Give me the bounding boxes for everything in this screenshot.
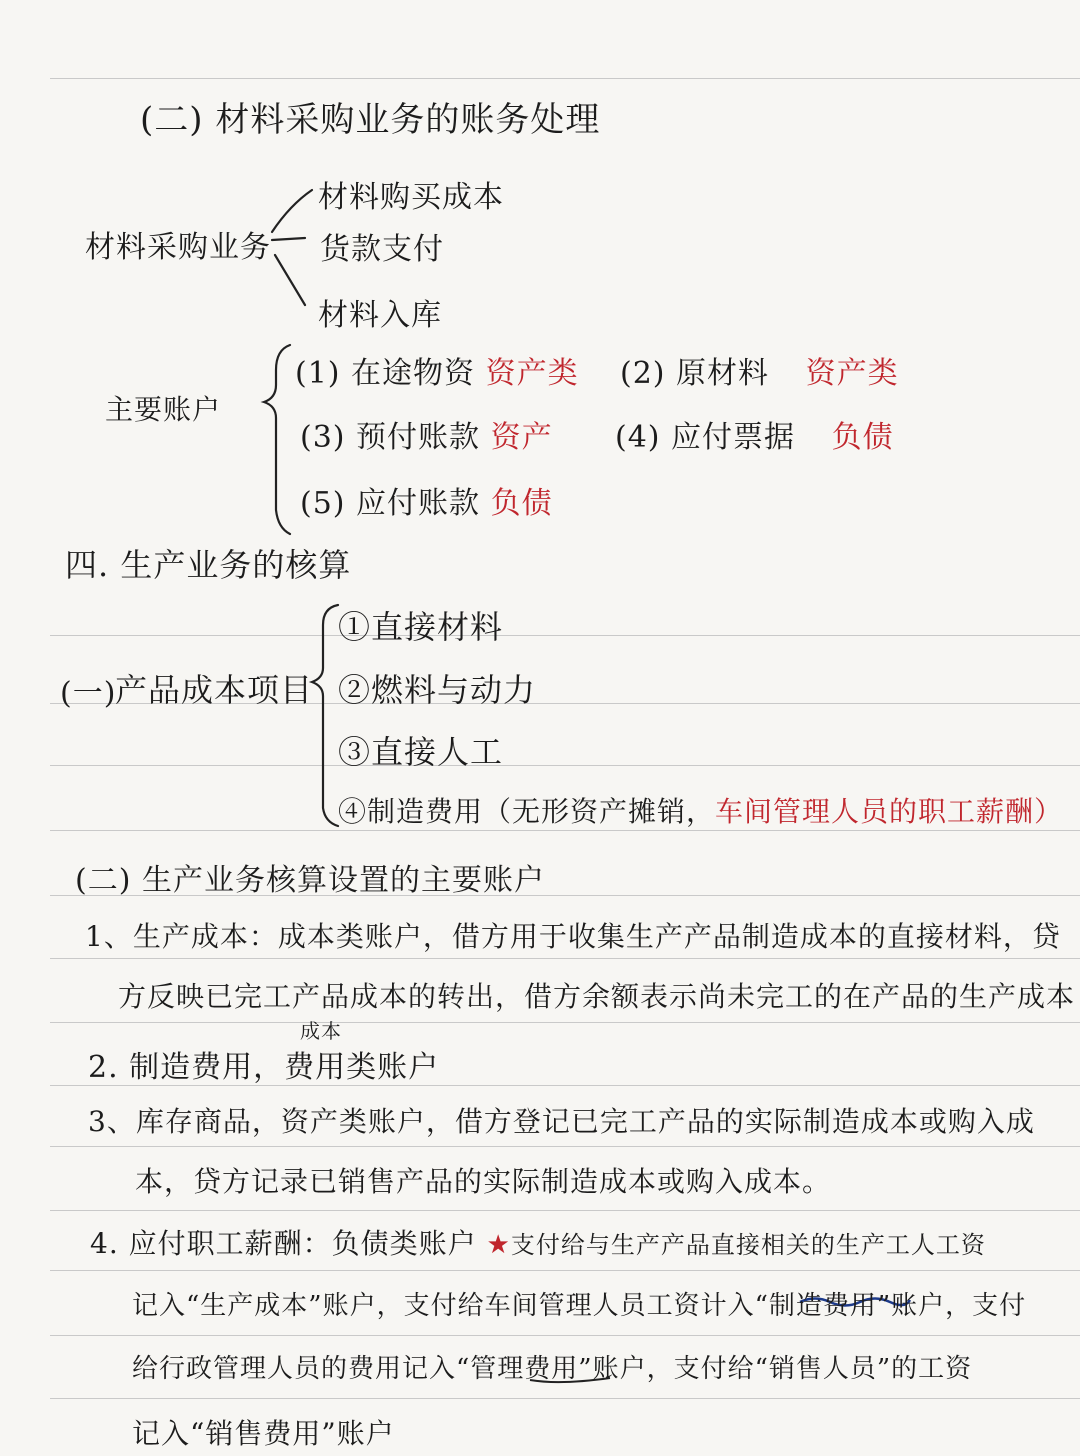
account-name: 在途物资 [351, 356, 476, 391]
account-num: (2) [620, 356, 666, 391]
purchase-root: 材料采购业务 [85, 230, 271, 265]
entry-4-line: 给行政管理人员的费用记入“管理费用”账户，支付给“销售人员”的工资 [132, 1354, 973, 1384]
entry-4-text: 支付给与生产产品直接相关的生产工人工资 [510, 1231, 986, 1259]
cost-item: ①直接材料 [338, 608, 504, 646]
section-title-production: 四. 生产业务的核算 [65, 546, 352, 584]
entry-2-note: 成本 [300, 1019, 342, 1043]
account-name: 应付账款 [356, 486, 481, 521]
account-type: 资产 [490, 420, 553, 455]
entry-1-line: 1、生产成本：成本类账户，借方用于收集生产产品制造成本的直接材料，贷 [85, 920, 1061, 953]
account-num: (3) [300, 420, 346, 455]
cost-item: ②燃料与动力 [338, 671, 537, 709]
cost-item-4: ④制造费用（无形资产摊销， [338, 795, 716, 828]
entry-4-line: 记入“销售费用”账户 [132, 1417, 395, 1450]
entry-3-line: 本，贷方记录已销售产品的实际制造成本或购入成本。 [135, 1165, 832, 1198]
entry-4-head: 4. 应付职工薪酬：负债类账户 [90, 1227, 477, 1260]
section-title-purchase: (二) 材料采购业务的账务处理 [140, 100, 601, 140]
cost-num: (一) [60, 676, 117, 711]
purchase-branch: 材料购买成本 [318, 180, 504, 215]
entry-1-line: 方反映已完工产品成本的转出，借方余额表示尚未完工的在产品的生产成本 [118, 980, 1076, 1013]
purchase-branch: 材料入库 [318, 298, 442, 333]
account-item [615, 412, 894, 456]
subsection-title: (二) 生产业务核算设置的主要账户 [75, 863, 545, 898]
cost-item-4-red: 车间管理人员的职工薪酬） [715, 795, 1064, 828]
account-type: 资产类 [485, 356, 579, 391]
star-icon: ★ [486, 1230, 511, 1260]
account-type: 负债 [490, 486, 553, 521]
entry-4-line [90, 1222, 986, 1262]
cost-item [338, 790, 1063, 830]
entry-3-line: 3、库存商品，资产类账户，借方登记已完工产品的实际制造成本或购入成 [88, 1105, 1035, 1138]
account-num: (5) [300, 486, 346, 521]
purchase-branch: 货款支付 [320, 232, 444, 267]
account-item [295, 348, 579, 392]
account-type: 负债 [831, 420, 894, 455]
account-name: 应付票据 [671, 420, 796, 455]
entry-4-line: 记入“生产成本”账户，支付给车间管理人员工资计入“制造费用”账户，支付 [132, 1291, 1027, 1321]
accounts-label: 主要账户 [105, 393, 222, 426]
account-type: 资产类 [805, 356, 899, 391]
cost-item: ③直接人工 [338, 733, 504, 771]
account-num: (4) [615, 420, 661, 455]
cost-label: 产品成本项目 [115, 671, 314, 709]
account-item [620, 348, 899, 392]
account-name: 预付账款 [356, 420, 481, 455]
entry-2-line: 2. 制造费用，费用类账户 [88, 1050, 440, 1085]
account-name: 原材料 [676, 356, 770, 391]
account-num: (1) [295, 356, 341, 391]
account-item [300, 478, 553, 522]
account-item [300, 412, 553, 456]
